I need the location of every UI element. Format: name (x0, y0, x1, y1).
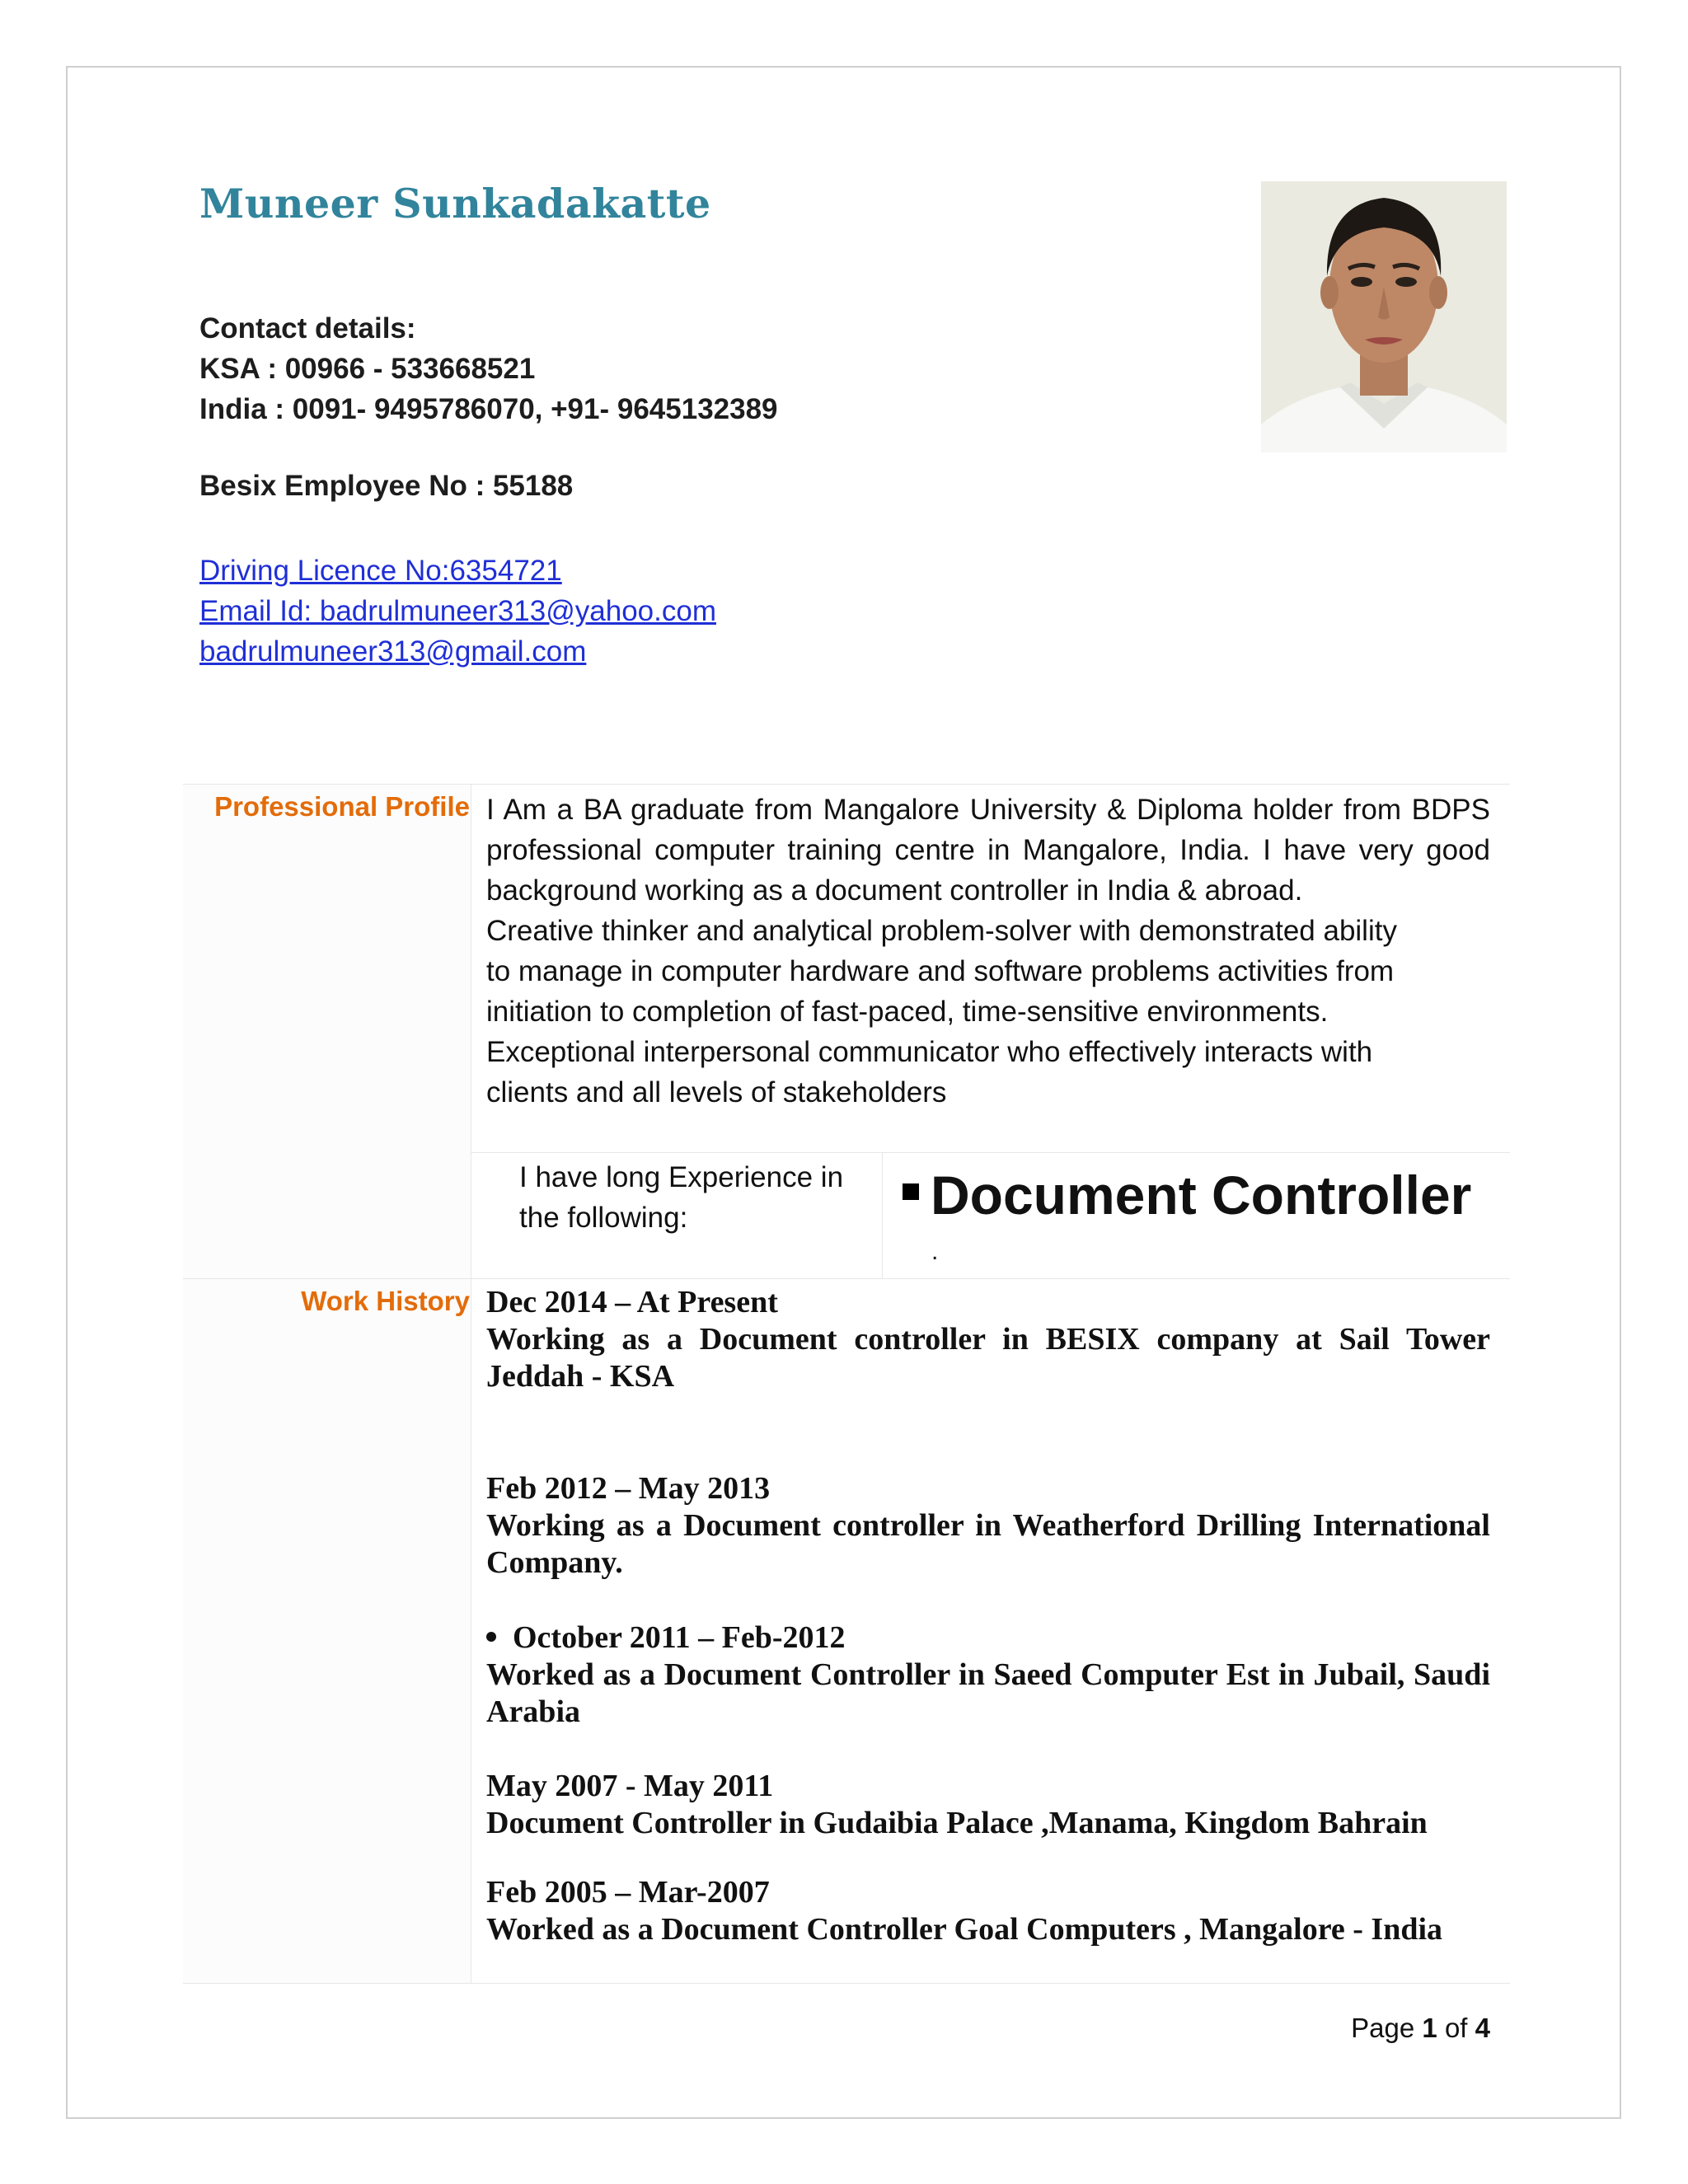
professional-profile-label: Professional Profile (214, 791, 470, 822)
job-entry (486, 1768, 1490, 1842)
experience-divider (471, 1152, 1510, 1153)
contact-title: Contact details: (199, 312, 416, 344)
job-entry (486, 1284, 1490, 1395)
contact-links (199, 551, 716, 672)
profile-photo (1261, 181, 1507, 452)
experience-value (903, 1162, 1471, 1228)
profile-line: clients and all levels of stakeholders (486, 1076, 947, 1108)
job-entry (486, 1619, 1490, 1731)
job-period (486, 1619, 1490, 1657)
job-description: Worked as a Document Controller Goal Computers , Mangalore - India (486, 1912, 1443, 1947)
profile-line: to manage in computer hardware and software problems activities from (486, 955, 1395, 987)
square-bullet-icon (903, 1183, 919, 1200)
gmail-email-link[interactable]: badrulmuneer313@gmail.com (199, 635, 587, 668)
job-period: Feb 2012 – May 2013 (486, 1471, 771, 1506)
profile-line: Exceptional interpersonal communicator who effectively interacts with (486, 1036, 1373, 1068)
yahoo-email-link[interactable]: Email Id: badrulmuneer313@yahoo.com (199, 595, 716, 627)
label-column (183, 785, 471, 1983)
section-divider (183, 784, 1510, 785)
section-divider (183, 1278, 1510, 1279)
page-footer (1351, 2013, 1490, 2044)
work-history-label: Work History (301, 1286, 470, 1316)
profile-intro: I Am a BA graduate from Mangalore University & Diploma holder from BDPS professional computer training centre in Mangalore, India. I have very good background working as a document controller in India & abroad. (486, 794, 1490, 907)
job-period: May 2007 - May 2011 (486, 1769, 774, 1803)
profile-line: Creative thinker and analytical problem-solver with demonstrated ability (486, 915, 1397, 947)
india-phone: India : 0091- 9495786070, +91- 9645132389 (199, 393, 778, 425)
experience-value-text: Document Controller (931, 1165, 1472, 1226)
experience-label: I have long Experience in the following: (519, 1161, 844, 1234)
job-description: Worked as a Document Controller in Saeed Computer Est in Jubail, Saudi Arabia (486, 1657, 1490, 1729)
ksa-phone: KSA : 00966 - 533668521 (199, 353, 536, 385)
section-divider (183, 1983, 1510, 1984)
employee-number: Besix Employee No : 55188 (199, 470, 574, 502)
profile-line: initiation to completion of fast-paced, time-sensitive environments. (486, 996, 1329, 1028)
candidate-name: Muneer Sunkadakatte (199, 180, 711, 227)
experience-column-divider (882, 1152, 883, 1278)
page-word: Page (1351, 2013, 1415, 2043)
job-description: Working as a Document controller in Weatherford Drilling International Company. (486, 1508, 1490, 1580)
driving-licence-link[interactable]: Driving Licence No:6354721 (199, 555, 562, 587)
bullet-icon (486, 1632, 496, 1642)
job-period: Dec 2014 – At Present (486, 1285, 778, 1319)
experience-dot: . (931, 1238, 939, 1265)
profile-text (486, 790, 1490, 1113)
job-entry (486, 1874, 1490, 1948)
contact-details (199, 308, 778, 429)
job-entry (486, 1470, 1490, 1582)
job-period: Feb 2005 – Mar-2007 (486, 1875, 770, 1910)
total-pages: 4 (1475, 2013, 1490, 2043)
job-description: Working as a Document controller in BESIX company at Sail Tower Jeddah - KSA (486, 1322, 1490, 1394)
job-period-text: October 2011 – Feb-2012 (513, 1620, 846, 1655)
job-description: Document Controller in Gudaibia Palace ,Manama, Kingdom Bahrain (486, 1806, 1428, 1840)
of-word: of (1444, 2013, 1468, 2043)
current-page: 1 (1422, 2013, 1437, 2043)
